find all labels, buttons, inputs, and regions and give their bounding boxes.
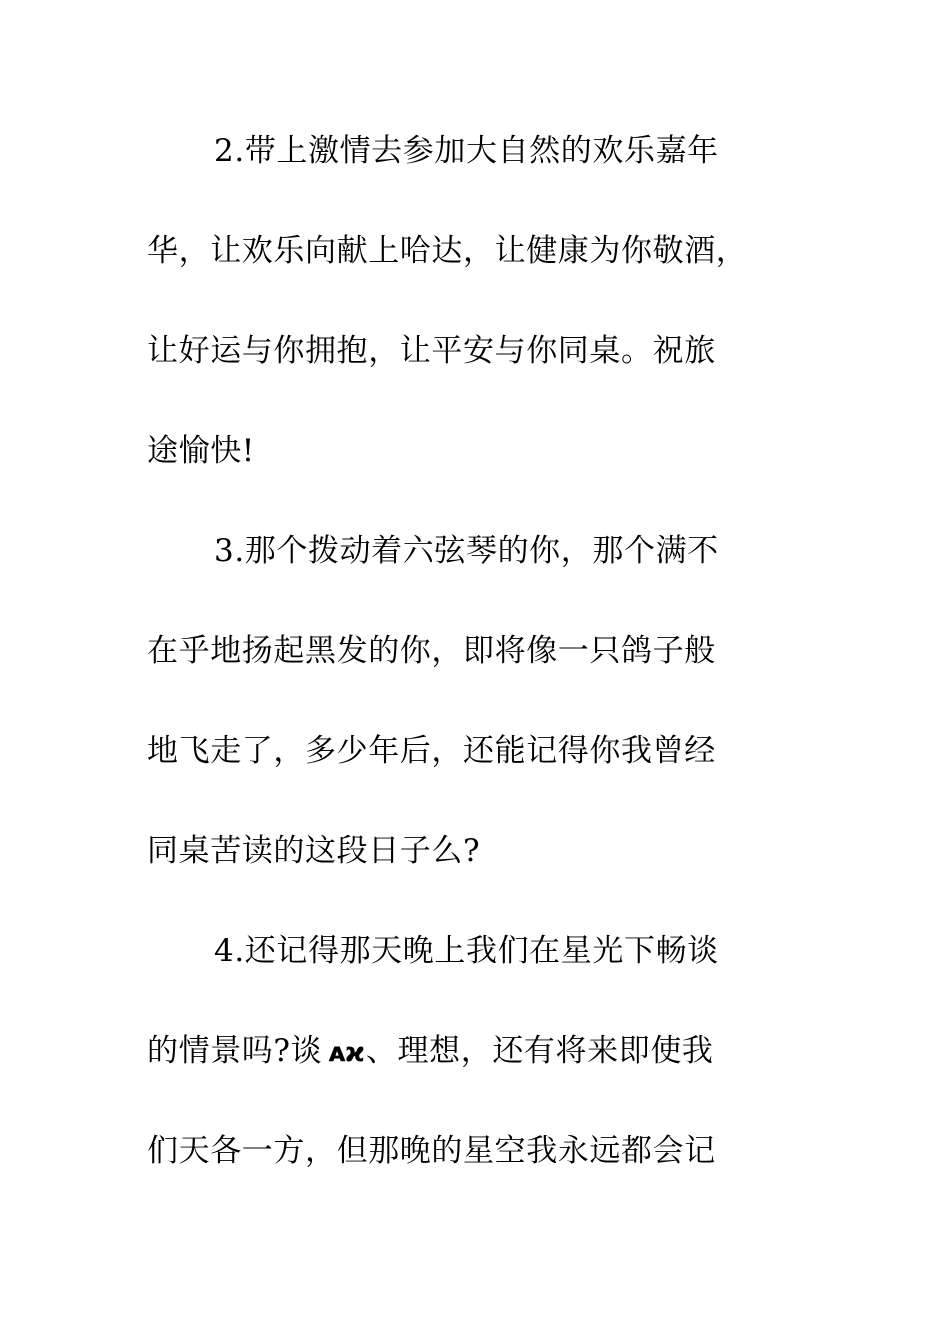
paragraph-3-line-3: 地飞走了，多少年后，还能记得你我曾经	[147, 733, 716, 769]
paragraph-4-line-3: 们天各一方，但那晚的星空我永远都会记	[147, 1133, 716, 1169]
garbled-glyphs: ᴀϰ	[328, 1037, 364, 1068]
paragraph-3-line-4: 同桌苦读的这段日子么?	[147, 833, 481, 869]
paragraph-2-line-4: 途愉快!	[147, 433, 255, 469]
paragraph-2-line-1: 2.带上激情去参加大自然的欢乐嘉年	[214, 133, 719, 169]
paragraph-2-line-2: 华，让欢乐向献上哈达，让健康为你敬酒，	[147, 233, 748, 269]
paragraph-4-line-2	[147, 1026, 807, 1076]
paragraph-4-line-2-before: 的情景吗?谈	[147, 1033, 323, 1069]
paragraph-3-line-2: 在乎地扬起黑发的你，即将像一只鸽子般	[147, 633, 716, 669]
paragraph-4-line-2-after: 、理想，还有将来即使我	[365, 1033, 714, 1069]
paragraph-3-line-1: 3.那个拨动着六弦琴的你，那个满不	[214, 533, 719, 569]
paragraph-4-line-1: 4.还记得那天晚上我们在星光下畅谈	[214, 933, 719, 969]
paragraph-2-line-3: 让好运与你拥抱，让平安与你同桌。祝旅	[147, 333, 716, 369]
